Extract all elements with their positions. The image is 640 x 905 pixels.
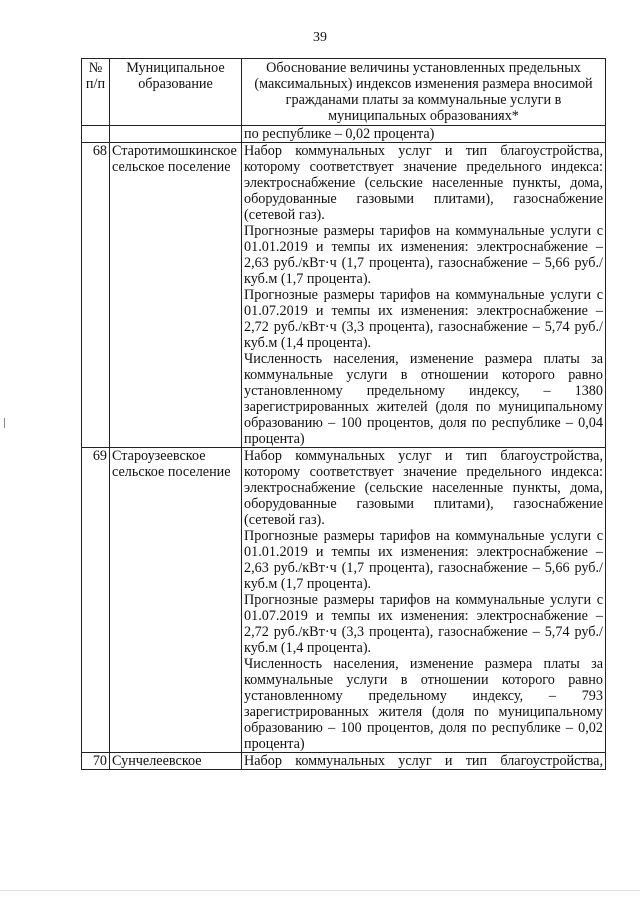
paragraph: Численность населения, изменение размера платы за коммунальные услуги в отношении которого равно установленному предельному индексу, – 793 зарегистрированных жителя (доля по муниципальному образованию – 100 процентов, доля по республике – 0,02 процента) [244, 656, 603, 752]
justification-cell [242, 753, 606, 770]
paragraph: Прогнозные размеры тарифов на коммунальные услуги с 01.01.2019 и темпы их изменения: электроснабжение – 2,63 руб./кВт·ч (1,7 процента), газоснабжение – 5,66 руб./куб.м (1,7 процента). [244, 223, 603, 287]
row-number: 68 [82, 143, 110, 448]
table-row [82, 448, 606, 753]
table-row [82, 143, 606, 448]
carry-over-row [82, 126, 606, 143]
justification-cell [242, 143, 606, 448]
paragraph: Прогнозные размеры тарифов на коммунальные услуги с 01.01.2019 и темпы их изменения: электроснабжение – 2,63 руб./кВт·ч (1,7 процента), газоснабжение – 5,66 руб./куб.м (1,7 процента). [244, 528, 603, 592]
paragraph: Прогнозные размеры тарифов на коммунальные услуги с 01.07.2019 и темпы их изменения: электроснабжение – 2,72 руб./кВт·ч (3,3 процента), газоснабжение – 5,74 руб./куб.м (1,4 процента). [244, 592, 603, 656]
row-number: 70 [82, 753, 110, 770]
row-number: 69 [82, 448, 110, 753]
table-row [82, 753, 606, 770]
carry-over-text: по республике – 0,02 процента) [242, 126, 606, 143]
paragraph: Прогнозные размеры тарифов на коммунальные услуги с 01.07.2019 и темпы их изменения: электроснабжение – 2,72 руб./кВт·ч (3,3 процента), газоснабжение – 5,74 руб./куб.м (1,4 процента). [244, 287, 603, 351]
tariff-table [81, 58, 606, 770]
justification-cell [242, 448, 606, 753]
scan-margin-mark [4, 418, 15, 428]
header-number: № п/п [82, 59, 110, 126]
municipality-name: Староузеевское сельское поселение [110, 448, 242, 753]
paragraph: Численность населения, изменение размера платы за коммунальные услуги в отношении которого равно установленному предельному индексу, – 1380 зарегистрированных жителей (доля по муниципальному образованию – 100 процентов, доля по республике – 0,04 процента) [244, 351, 603, 447]
paragraph: Набор коммунальных услуг и тип благоустройства, [244, 753, 603, 769]
header-municipality: Муниципальное образование [110, 59, 242, 126]
municipality-name: Сунчелеевское [110, 753, 242, 770]
scan-bottom-edge [0, 890, 640, 897]
paragraph: Набор коммунальных услуг и тип благоустройства, которому соответствует значение предельного индекса: электроснабжение (сельские населенные пункты, дома, оборудованные газовыми плитами), газоснабжение (сетевой газ). [244, 143, 603, 223]
header-justification: Обоснование величины установленных предельных (максимальных) индексов изменения размера вносимой гражданами платы за коммунальные услуги в муниципальных образованиях* [242, 59, 606, 126]
table-header-row [82, 59, 606, 126]
paragraph: Набор коммунальных услуг и тип благоустройства, которому соответствует значение предельного индекса: электроснабжение (сельские населенные пункты, дома, оборудованные газовыми плитами), газоснабжение (сетевой газ). [244, 448, 603, 528]
municipality-name: Старотимошкинское сельское поселение [110, 143, 242, 448]
page-number: 39 [313, 30, 327, 45]
